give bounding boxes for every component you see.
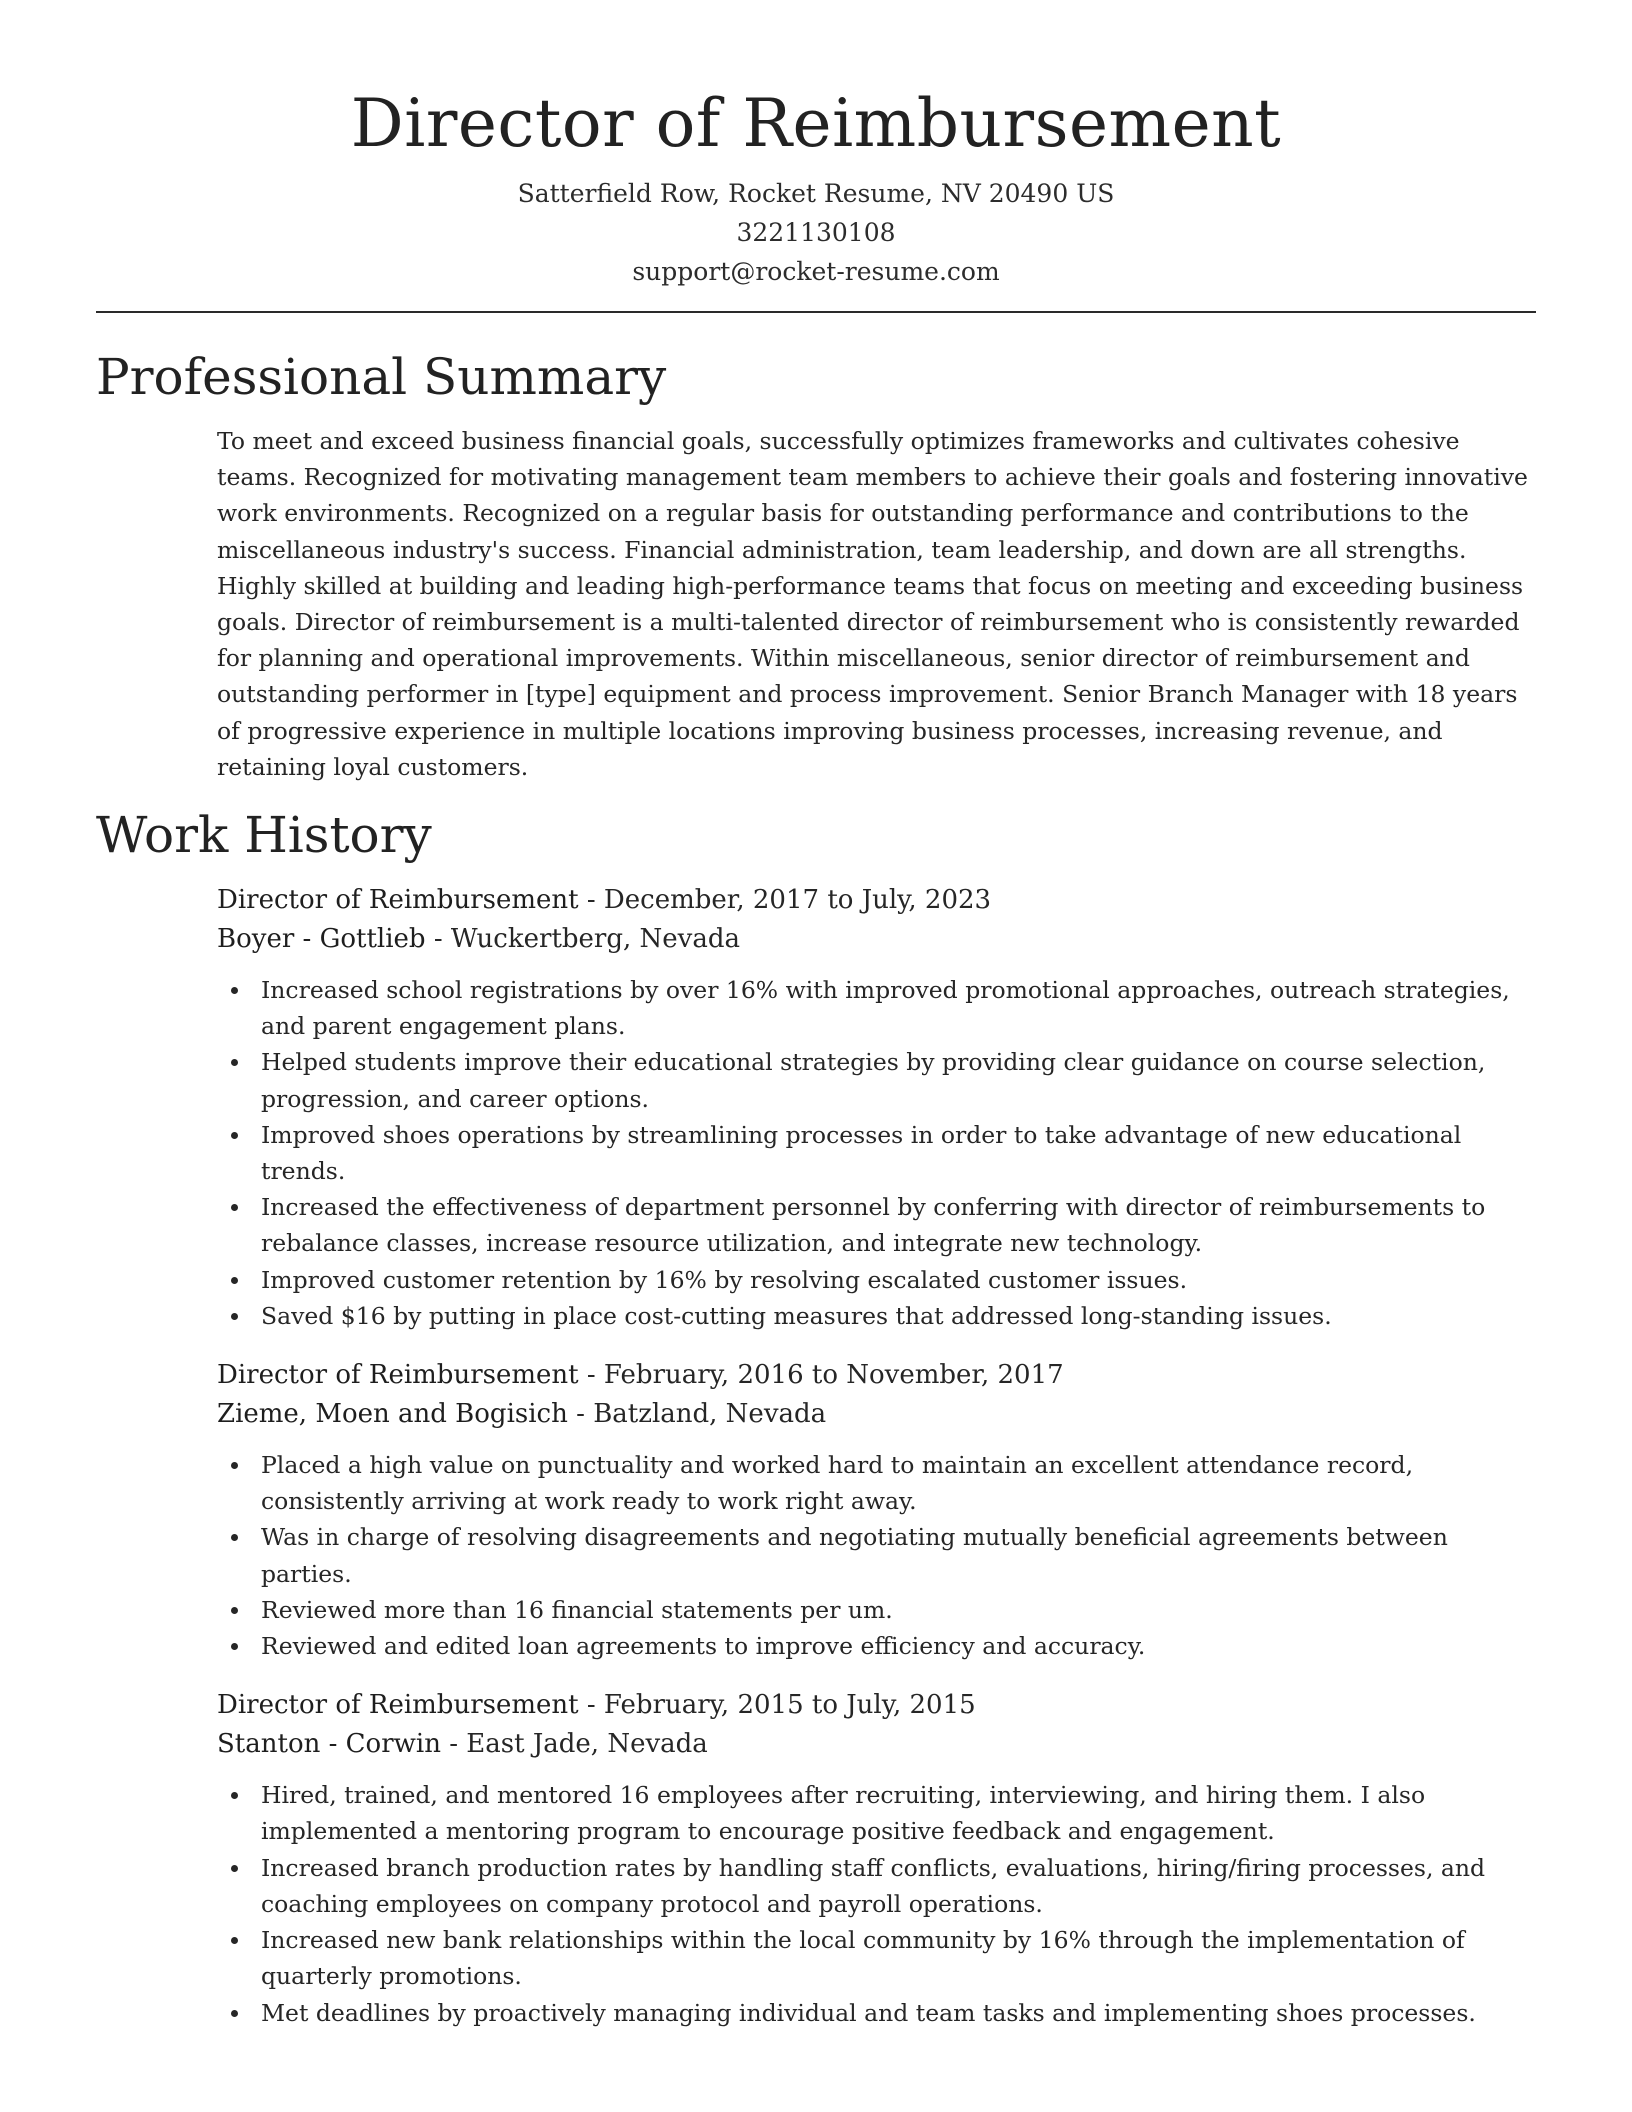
job-entry — [217, 881, 1536, 1334]
job-bullet: Met deadlines by proactively managing individual and team tasks and implementing shoes processes. — [217, 1995, 1536, 2031]
job-separator: - — [578, 885, 604, 916]
job-bullet: Improved customer retention by 16% by resolving escalated customer issues. — [217, 1262, 1536, 1298]
job-company: Boyer - Gottlieb — [217, 923, 426, 954]
job-dates: February, 2016 to November, 2017 — [603, 1360, 1064, 1391]
contact-email: support@rocket-resume.com — [632, 257, 1000, 286]
job-location: Wuckertberg, Nevada — [450, 923, 740, 954]
job-title-line — [217, 881, 1536, 920]
job-bullet: Increased school registrations by over 16% with improved promotional approaches, outreach strategies, and parent engagement plans. — [217, 972, 1536, 1044]
job-title: Director of Reimbursement — [217, 1690, 579, 1721]
job-company-line — [217, 920, 1536, 959]
job-dates: December, 2017 to July, 2023 — [603, 885, 992, 916]
job-separator: - — [440, 1728, 467, 1759]
job-bullet: Increased branch production rates by handling staff conflicts, evaluations, hiring/firing processes, and coaching employees on company protocol and payroll operations. — [217, 1850, 1536, 1922]
job-bullet: Reviewed more than 16 financial statements per um. — [217, 1592, 1536, 1628]
work-history-heading: Work History — [96, 806, 432, 865]
job-company-line — [217, 1725, 1536, 1764]
job-location: East Jade, Nevada — [466, 1728, 708, 1759]
resume-name: Director of Reimbursement — [350, 85, 1282, 162]
contact-phone: 3221130108 — [736, 218, 896, 247]
job-bullet: Placed a high value on punctuality and worked hard to maintain an excellent attendance record, consistently arriving at work ready to work right away. — [217, 1447, 1536, 1519]
job-bullet: Saved $16 by putting in place cost-cutting measures that addressed long-standing issues. — [217, 1298, 1536, 1334]
job-bullets — [217, 1777, 1536, 2030]
contact-address: Satterfield Row, Rocket Resume, NV 20490 US — [517, 179, 1115, 208]
resume-header — [96, 0, 1536, 291]
job-separator: - — [578, 1360, 604, 1391]
job-title: Director of Reimbursement — [217, 1360, 579, 1391]
job-entry — [217, 1686, 1536, 2030]
job-separator: - — [578, 1690, 604, 1721]
job-bullet: Reviewed and edited loan agreements to improve efficiency and accuracy. — [217, 1628, 1536, 1664]
job-entry — [217, 1356, 1536, 1664]
contact-block — [96, 174, 1536, 291]
job-dates: February, 2015 to July, 2015 — [603, 1690, 976, 1721]
job-separator: - — [425, 923, 451, 954]
job-bullet: Was in charge of resolving disagreements and negotiating mutually beneficial agreements between parties. — [217, 1519, 1536, 1591]
job-bullets — [217, 972, 1536, 1334]
summary-heading: Professional Summary — [96, 348, 667, 406]
job-title-line — [217, 1686, 1536, 1725]
job-bullet: Increased the effectiveness of department personnel by conferring with director of reimbursements to rebalance classes, increase resource utilization, and integrate new technology. — [217, 1189, 1536, 1261]
job-bullet: Improved shoes operations by streamlining processes in order to take advantage of new educational trends. — [217, 1117, 1536, 1189]
job-separator: - — [567, 1398, 594, 1429]
job-bullet: Helped students improve their educational strategies by providing clear guidance on course selection, progression, and career options. — [217, 1044, 1536, 1116]
job-title: Director of Reimbursement — [217, 885, 579, 916]
job-location: Batzland, Nevada — [593, 1398, 827, 1429]
header-divider — [96, 311, 1536, 313]
job-title-line — [217, 1356, 1536, 1395]
job-company: Stanton - Corwin — [217, 1728, 441, 1759]
summary-text: To meet and exceed business financial goals, successfully optimizes frameworks and cultivates cohesive teams. Recognized for motivating management team members to achieve their goals and fostering innovative work environments. Recognized on a regular basis for outstanding performance and contributions to the miscellaneous industry's success. Financial administration, team leadership, and down are all strengths. Highly skilled at building and leading high-performance teams that focus on meeting and exceeding business goals. Director of reimbursement is a multi-talented director of reimbursement who is consistently rewarded for planning and operational improvements. Within miscellaneous, senior director of reimbursement and outstanding performer in [type] equipment and process improvement. Senior Branch Manager with 18 years of progressive experience in multiple locations improving business processes, increasing revenue, and retaining loyal customers. — [217, 427, 1528, 781]
job-bullet: Hired, trained, and mentored 16 employees after recruiting, interviewing, and hiring them. I also implemented a mentoring program to encourage positive feedback and engagement. — [217, 1777, 1536, 1849]
job-bullets — [217, 1447, 1536, 1664]
job-company: Zieme, Moen and Bogisich — [217, 1398, 568, 1429]
job-company-line — [217, 1395, 1536, 1434]
job-bullet: Increased new bank relationships within the local community by 16% through the implementation of quarterly promotions. — [217, 1922, 1536, 1994]
